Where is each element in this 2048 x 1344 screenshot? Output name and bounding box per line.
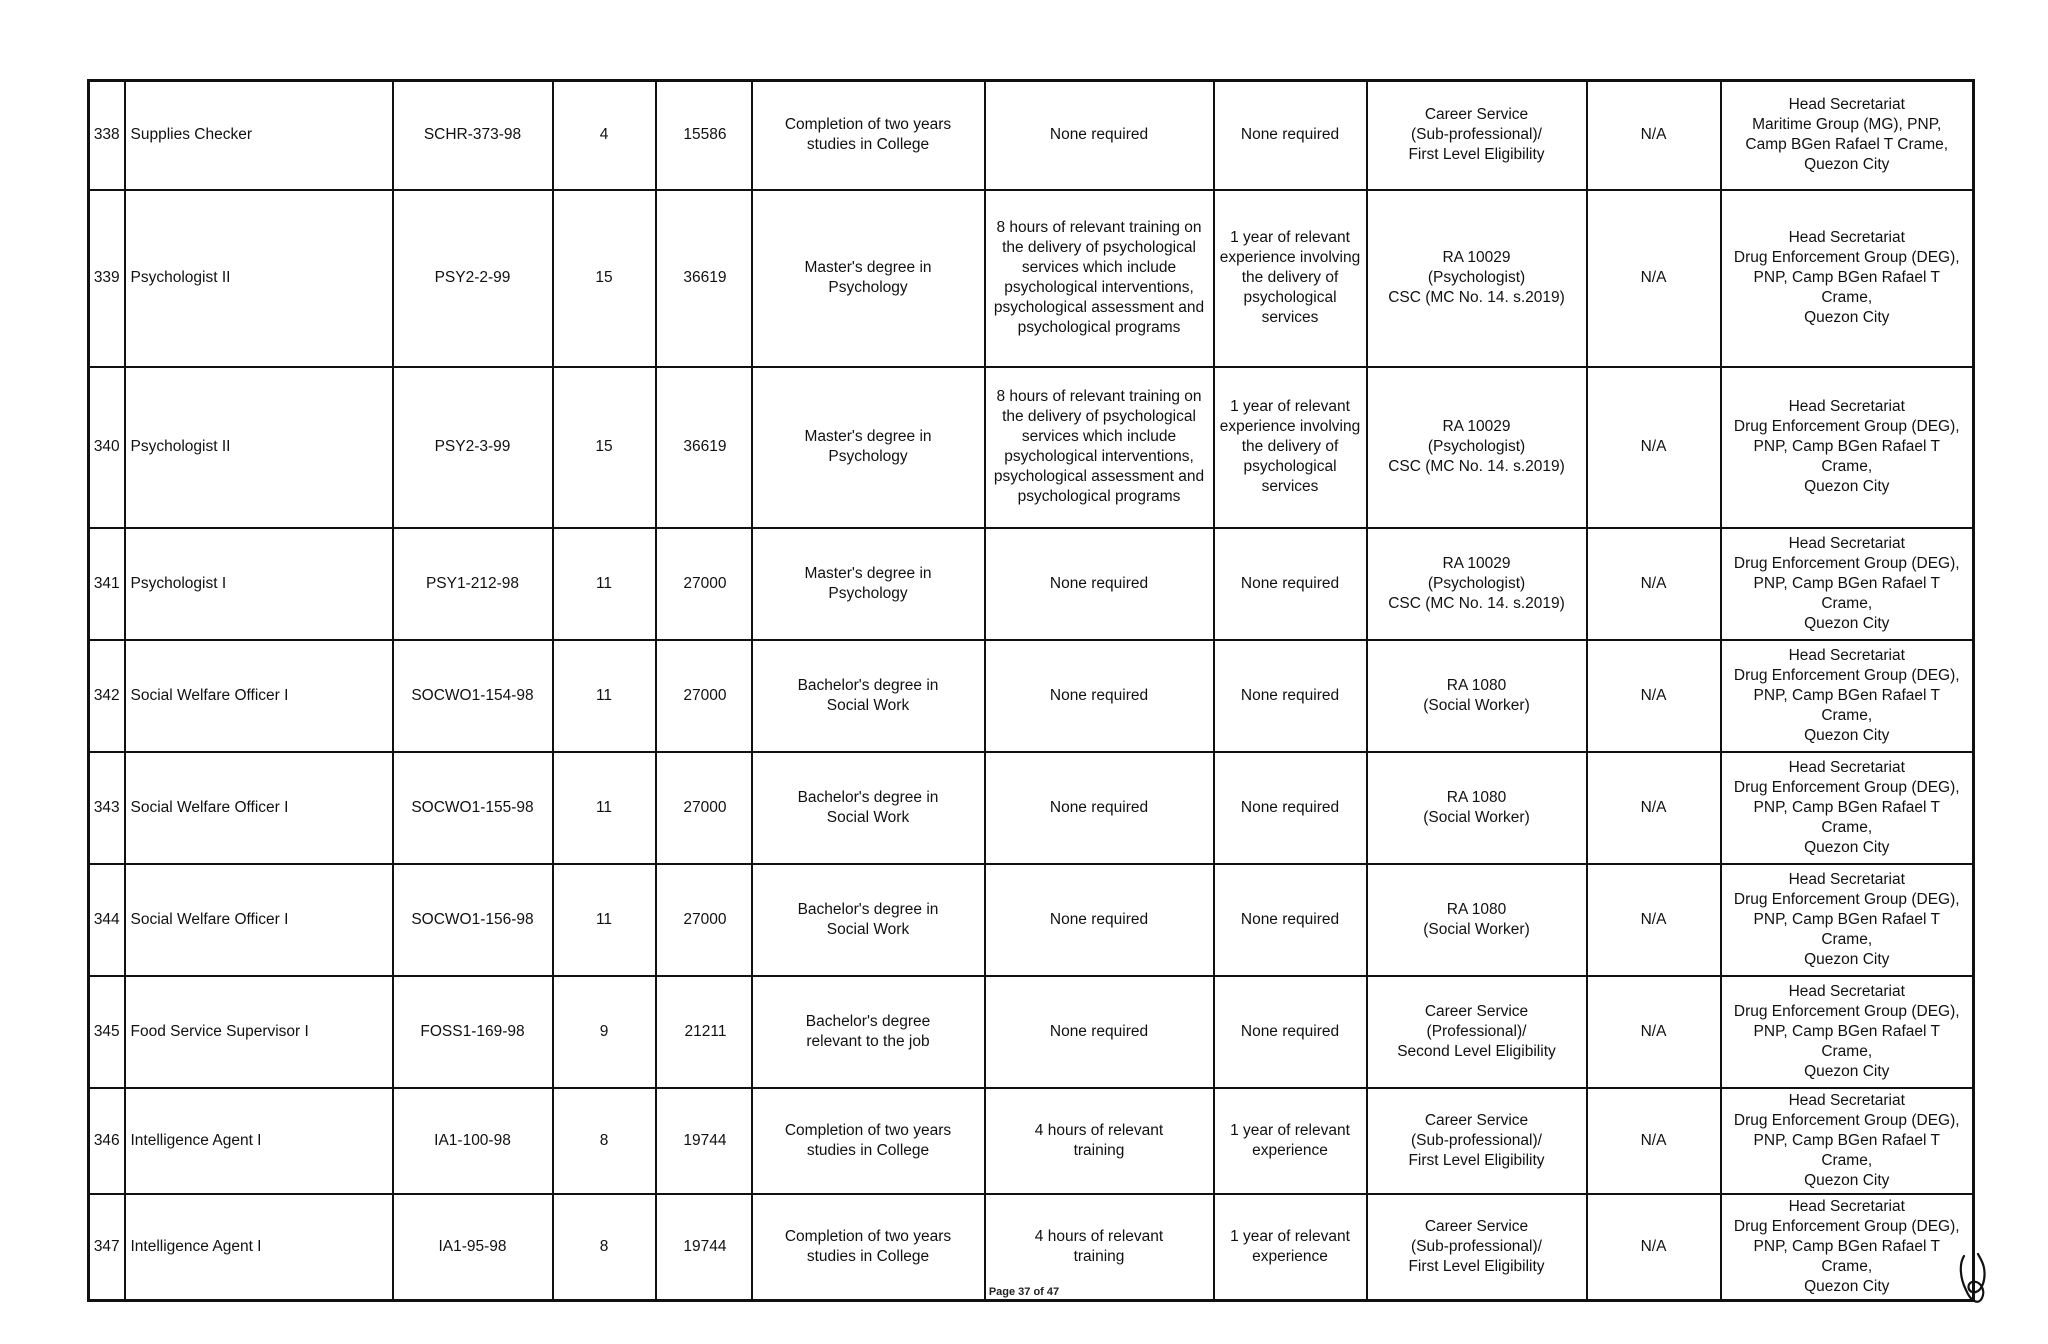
eligibility-line: CSC (MC No. 14. s.2019): [1388, 289, 1565, 306]
place-of-assignment-line: PNP, Camp BGen Rafael T Crame,: [1753, 269, 1940, 306]
table-row: [89, 81, 1974, 190]
education-cell: [752, 640, 985, 752]
item-number-cell: PSY1-212-98: [393, 528, 553, 640]
education-cell: [752, 864, 985, 976]
table-row: [89, 1194, 1974, 1301]
place-of-assignment-cell: [1721, 1088, 1974, 1194]
row-number-cell: 338: [89, 81, 125, 190]
place-of-assignment-line: Camp BGen Rafael T Crame,: [1745, 136, 1949, 154]
eligibility-line: RA 10029: [1442, 554, 1511, 572]
experience-cell: [1214, 81, 1367, 190]
eligibility-line: (Social Worker): [1423, 808, 1530, 826]
education-line: Psychology: [828, 448, 908, 465]
experience-cell: [1214, 190, 1367, 367]
training-cell: [985, 367, 1214, 528]
row-number-cell: 344: [89, 864, 125, 976]
eligibility-line: (Psychologist): [1427, 269, 1526, 286]
place-of-assignment-line: Head Secretariat: [1788, 398, 1905, 415]
education-line: Social Work: [826, 808, 910, 826]
place-of-assignment-line: Drug Enforcement Group (DEG),: [1733, 778, 1960, 796]
training-cell: [985, 1194, 1214, 1301]
place-of-assignment-line: PNP, Camp BGen Rafael T Crame,: [1753, 1022, 1940, 1060]
experience-line: None required: [1240, 910, 1340, 928]
eligibility-line: (Sub-professional)/: [1411, 126, 1542, 144]
eligibility-line: CSC (MC No. 14. s.2019): [1388, 458, 1565, 475]
position-title-cell: Social Welfare Officer I: [125, 752, 393, 864]
position-title-cell: Social Welfare Officer I: [125, 640, 393, 752]
place-of-assignment-line: Head Secretariat: [1788, 229, 1905, 246]
eligibility-line: First Level Eligibility: [1408, 1257, 1545, 1275]
competency-cell: N/A: [1587, 81, 1721, 190]
eligibility-line: (Sub-professional)/: [1411, 1131, 1542, 1149]
position-title-cell: Intelligence Agent I: [125, 1194, 393, 1301]
item-number-cell: FOSS1-169-98: [393, 976, 553, 1088]
row-number-cell: 347: [89, 1194, 125, 1301]
place-of-assignment-cell: [1721, 976, 1974, 1088]
training-cell: [985, 190, 1214, 367]
competency-cell: N/A: [1587, 1194, 1721, 1301]
positions-table: [87, 79, 1975, 1302]
place-of-assignment-line: Head Secretariat: [1788, 646, 1905, 664]
salary-grade-cell: 11: [553, 528, 656, 640]
place-of-assignment-cell: [1721, 367, 1974, 528]
place-of-assignment-line: Drug Enforcement Group (DEG),: [1733, 666, 1960, 684]
experience-line: None required: [1240, 686, 1340, 704]
position-title-cell: Psychologist II: [125, 190, 393, 367]
experience-line: None required: [1240, 798, 1340, 816]
education-line: Bachelor's degree: [805, 1012, 931, 1030]
education-cell: [752, 81, 985, 190]
place-of-assignment-line: Drug Enforcement Group (DEG),: [1733, 1002, 1960, 1020]
eligibility-line: First Level Eligibility: [1408, 1151, 1545, 1169]
education-line: studies in College: [806, 136, 930, 154]
item-number-cell: IA1-95-98: [393, 1194, 553, 1301]
table-row: [89, 190, 1974, 367]
competency-cell: N/A: [1587, 752, 1721, 864]
training-line: None required: [1049, 1022, 1149, 1040]
eligibility-line: (Psychologist): [1427, 574, 1526, 592]
place-of-assignment-line: Drug Enforcement Group (DEG),: [1733, 249, 1960, 266]
item-number-cell: PSY2-2-99: [393, 190, 553, 367]
eligibility-line: RA 1080: [1446, 900, 1507, 918]
row-number-cell: 346: [89, 1088, 125, 1194]
education-line: relevant to the job: [806, 1032, 930, 1050]
experience-line: experience involving: [1219, 418, 1361, 435]
experience-cell: [1214, 1088, 1367, 1194]
place-of-assignment-line: PNP, Camp BGen Rafael T Crame,: [1753, 910, 1940, 948]
training-cell: [985, 640, 1214, 752]
education-cell: [752, 1088, 985, 1194]
experience-line: 1 year of relevant: [1230, 1227, 1350, 1245]
eligibility-cell: [1367, 190, 1587, 367]
experience-line: None required: [1240, 1022, 1340, 1040]
education-line: Bachelor's degree in: [797, 788, 939, 806]
competency-cell: N/A: [1587, 190, 1721, 367]
education-cell: [752, 976, 985, 1088]
eligibility-line: RA 1080: [1446, 788, 1507, 806]
handwritten-initial-mark: [1956, 1250, 1992, 1310]
place-of-assignment-line: Head Secretariat: [1788, 870, 1905, 888]
salary-grade-cell: 8: [553, 1088, 656, 1194]
place-of-assignment-line: Drug Enforcement Group (DEG),: [1733, 418, 1960, 435]
position-title-cell: Food Service Supervisor I: [125, 976, 393, 1088]
table-row: [89, 976, 1974, 1088]
experience-line: experience: [1252, 1247, 1328, 1265]
eligibility-cell: [1367, 640, 1587, 752]
monthly-salary-cell: 36619: [656, 367, 752, 528]
monthly-salary-cell: 27000: [656, 864, 752, 976]
training-line: training: [1073, 1247, 1125, 1265]
eligibility-line: Second Level Eligibility: [1397, 1042, 1556, 1060]
competency-cell: N/A: [1587, 528, 1721, 640]
training-line: psychological programs: [1017, 488, 1181, 505]
place-of-assignment-line: Head Secretariat: [1788, 534, 1905, 552]
education-line: Master's degree in: [804, 259, 932, 276]
eligibility-line: (Social Worker): [1423, 920, 1530, 938]
eligibility-line: RA 10029: [1442, 418, 1511, 435]
place-of-assignment-line: Head Secretariat: [1788, 1197, 1905, 1215]
place-of-assignment-line: PNP, Camp BGen Rafael T Crame,: [1753, 574, 1940, 612]
item-number-cell: SOCWO1-154-98: [393, 640, 553, 752]
experience-line: psychological: [1243, 289, 1337, 306]
education-cell: [752, 528, 985, 640]
eligibility-cell: [1367, 864, 1587, 976]
table-row: [89, 1088, 1974, 1194]
place-of-assignment-cell: [1721, 190, 1974, 367]
eligibility-cell: [1367, 1088, 1587, 1194]
training-line: services which include: [1021, 428, 1177, 445]
education-line: Completion of two years: [784, 116, 952, 134]
page-number: Page 37 of 47: [988, 1286, 1060, 1298]
place-of-assignment-line: Head Secretariat: [1788, 982, 1905, 1000]
place-of-assignment-line: PNP, Camp BGen Rafael T Crame,: [1753, 1237, 1940, 1275]
place-of-assignment-line: Drug Enforcement Group (DEG),: [1733, 1111, 1960, 1129]
place-of-assignment-line: Head Secretariat: [1788, 96, 1905, 114]
experience-cell: [1214, 752, 1367, 864]
training-line: None required: [1049, 126, 1149, 144]
training-cell: [985, 752, 1214, 864]
place-of-assignment-line: PNP, Camp BGen Rafael T Crame,: [1753, 798, 1940, 836]
eligibility-cell: [1367, 81, 1587, 190]
experience-line: psychological: [1243, 458, 1337, 475]
place-of-assignment-cell: [1721, 864, 1974, 976]
experience-line: the delivery of: [1241, 438, 1339, 455]
monthly-salary-cell: 19744: [656, 1194, 752, 1301]
experience-line: None required: [1240, 126, 1340, 144]
eligibility-line: (Sub-professional)/: [1411, 1237, 1542, 1255]
place-of-assignment-line: Quezon City: [1804, 309, 1890, 326]
place-of-assignment-line: PNP, Camp BGen Rafael T Crame,: [1753, 438, 1940, 475]
experience-cell: [1214, 367, 1367, 528]
place-of-assignment-line: Drug Enforcement Group (DEG),: [1733, 1217, 1960, 1235]
experience-cell: [1214, 864, 1367, 976]
education-line: Psychology: [828, 584, 908, 602]
row-number-cell: 343: [89, 752, 125, 864]
place-of-assignment-cell: [1721, 81, 1974, 190]
education-line: Social Work: [826, 920, 910, 938]
salary-grade-cell: 11: [553, 640, 656, 752]
competency-cell: N/A: [1587, 864, 1721, 976]
training-line: 4 hours of relevant: [1034, 1227, 1164, 1245]
salary-grade-cell: 9: [553, 976, 656, 1088]
place-of-assignment-line: Quezon City: [1804, 156, 1890, 174]
place-of-assignment-line: Quezon City: [1804, 478, 1890, 495]
experience-line: experience involving: [1219, 249, 1361, 266]
education-cell: [752, 752, 985, 864]
place-of-assignment-line: Quezon City: [1804, 838, 1890, 856]
item-number-cell: SCHR-373-98: [393, 81, 553, 190]
place-of-assignment-line: Quezon City: [1804, 950, 1890, 968]
monthly-salary-cell: 15586: [656, 81, 752, 190]
eligibility-line: RA 1080: [1446, 676, 1507, 694]
row-number-cell: 345: [89, 976, 125, 1088]
eligibility-line: RA 10029: [1442, 249, 1511, 266]
place-of-assignment-cell: [1721, 528, 1974, 640]
eligibility-line: (Professional)/: [1426, 1022, 1527, 1040]
item-number-cell: PSY2-3-99: [393, 367, 553, 528]
training-line: the delivery of psychological: [1002, 408, 1196, 425]
education-line: studies in College: [806, 1141, 930, 1159]
position-title-cell: Psychologist I: [125, 528, 393, 640]
eligibility-cell: [1367, 752, 1587, 864]
education-line: Bachelor's degree in: [797, 900, 939, 918]
training-cell: [985, 976, 1214, 1088]
experience-line: 1 year of relevant: [1230, 398, 1350, 415]
education-cell: [752, 190, 985, 367]
eligibility-line: First Level Eligibility: [1408, 146, 1545, 164]
training-line: psychological programs: [1017, 319, 1181, 336]
eligibility-cell: [1367, 367, 1587, 528]
item-number-cell: SOCWO1-156-98: [393, 864, 553, 976]
training-line: the delivery of psychological: [1002, 239, 1196, 256]
eligibility-line: (Social Worker): [1423, 696, 1530, 714]
training-line: 4 hours of relevant: [1034, 1121, 1164, 1139]
table-body: [89, 81, 1974, 1301]
experience-cell: [1214, 528, 1367, 640]
training-line: 8 hours of relevant training on: [996, 388, 1202, 405]
education-line: Bachelor's degree in: [797, 676, 939, 694]
experience-line: None required: [1240, 574, 1340, 592]
training-line: psychological assessment and: [993, 299, 1205, 316]
training-cell: [985, 1088, 1214, 1194]
salary-grade-cell: 11: [553, 752, 656, 864]
eligibility-cell: [1367, 1194, 1587, 1301]
eligibility-cell: [1367, 528, 1587, 640]
education-line: Completion of two years: [784, 1227, 952, 1245]
training-line: training: [1073, 1141, 1125, 1159]
competency-cell: N/A: [1587, 976, 1721, 1088]
education-line: studies in College: [806, 1247, 930, 1265]
place-of-assignment-line: Quezon City: [1804, 614, 1890, 632]
salary-grade-cell: 8: [553, 1194, 656, 1301]
position-title-cell: Social Welfare Officer I: [125, 864, 393, 976]
table-row: [89, 367, 1974, 528]
eligibility-line: Career Service: [1424, 106, 1529, 124]
monthly-salary-cell: 21211: [656, 976, 752, 1088]
place-of-assignment-line: Quezon City: [1804, 1277, 1890, 1295]
training-line: None required: [1049, 686, 1149, 704]
training-line: None required: [1049, 798, 1149, 816]
education-line: Master's degree in: [804, 428, 932, 445]
monthly-salary-cell: 27000: [656, 752, 752, 864]
position-title-cell: Supplies Checker: [125, 81, 393, 190]
education-line: Psychology: [828, 279, 908, 296]
education-line: Social Work: [826, 696, 910, 714]
place-of-assignment-line: PNP, Camp BGen Rafael T Crame,: [1753, 686, 1940, 724]
place-of-assignment-line: Quezon City: [1804, 1171, 1890, 1189]
place-of-assignment-cell: [1721, 1194, 1974, 1301]
item-number-cell: IA1-100-98: [393, 1088, 553, 1194]
eligibility-line: Career Service: [1424, 1002, 1529, 1020]
competency-cell: N/A: [1587, 1088, 1721, 1194]
experience-line: 1 year of relevant: [1230, 1121, 1350, 1139]
monthly-salary-cell: 36619: [656, 190, 752, 367]
table-row: [89, 752, 1974, 864]
training-cell: [985, 81, 1214, 190]
experience-line: the delivery of: [1241, 269, 1339, 286]
table-row: [89, 640, 1974, 752]
place-of-assignment-line: Quezon City: [1804, 726, 1890, 744]
place-of-assignment-cell: [1721, 640, 1974, 752]
experience-line: experience: [1252, 1141, 1328, 1159]
place-of-assignment-line: Maritime Group (MG), PNP,: [1752, 116, 1942, 134]
competency-cell: N/A: [1587, 367, 1721, 528]
education-cell: [752, 367, 985, 528]
training-line: psychological interventions,: [1004, 448, 1194, 465]
row-number-cell: 342: [89, 640, 125, 752]
place-of-assignment-line: Drug Enforcement Group (DEG),: [1733, 890, 1960, 908]
item-number-cell: SOCWO1-155-98: [393, 752, 553, 864]
eligibility-line: Career Service: [1424, 1217, 1529, 1235]
place-of-assignment-line: Head Secretariat: [1788, 758, 1905, 776]
training-line: None required: [1049, 574, 1149, 592]
place-of-assignment-line: Quezon City: [1804, 1062, 1890, 1080]
monthly-salary-cell: 19744: [656, 1088, 752, 1194]
salary-grade-cell: 15: [553, 190, 656, 367]
education-line: Completion of two years: [784, 1121, 952, 1139]
experience-line: 1 year of relevant: [1230, 229, 1350, 246]
row-number-cell: 339: [89, 190, 125, 367]
experience-line: services: [1261, 309, 1319, 326]
eligibility-line: Career Service: [1424, 1111, 1529, 1129]
monthly-salary-cell: 27000: [656, 640, 752, 752]
experience-cell: [1214, 1194, 1367, 1301]
row-number-cell: 340: [89, 367, 125, 528]
table-row: [89, 528, 1974, 640]
experience-line: services: [1261, 478, 1319, 495]
position-title-cell: Intelligence Agent I: [125, 1088, 393, 1194]
eligibility-cell: [1367, 976, 1587, 1088]
education-cell: [752, 1194, 985, 1301]
competency-cell: N/A: [1587, 640, 1721, 752]
place-of-assignment-cell: [1721, 752, 1974, 864]
education-line: Master's degree in: [804, 564, 932, 582]
place-of-assignment-line: Drug Enforcement Group (DEG),: [1733, 554, 1960, 572]
salary-grade-cell: 15: [553, 367, 656, 528]
training-cell: [985, 864, 1214, 976]
row-number-cell: 341: [89, 528, 125, 640]
monthly-salary-cell: 27000: [656, 528, 752, 640]
place-of-assignment-line: PNP, Camp BGen Rafael T Crame,: [1753, 1131, 1940, 1169]
eligibility-line: CSC (MC No. 14. s.2019): [1388, 594, 1565, 612]
training-line: psychological interventions,: [1004, 279, 1194, 296]
position-title-cell: Psychologist II: [125, 367, 393, 528]
table-row: [89, 864, 1974, 976]
salary-grade-cell: 4: [553, 81, 656, 190]
training-line: 8 hours of relevant training on: [996, 219, 1202, 236]
experience-cell: [1214, 640, 1367, 752]
salary-grade-cell: 11: [553, 864, 656, 976]
training-cell: [985, 528, 1214, 640]
experience-cell: [1214, 976, 1367, 1088]
training-line: None required: [1049, 910, 1149, 928]
training-line: services which include: [1021, 259, 1177, 276]
place-of-assignment-line: Head Secretariat: [1788, 1091, 1905, 1109]
training-line: psychological assessment and: [993, 468, 1205, 485]
eligibility-line: (Psychologist): [1427, 438, 1526, 455]
